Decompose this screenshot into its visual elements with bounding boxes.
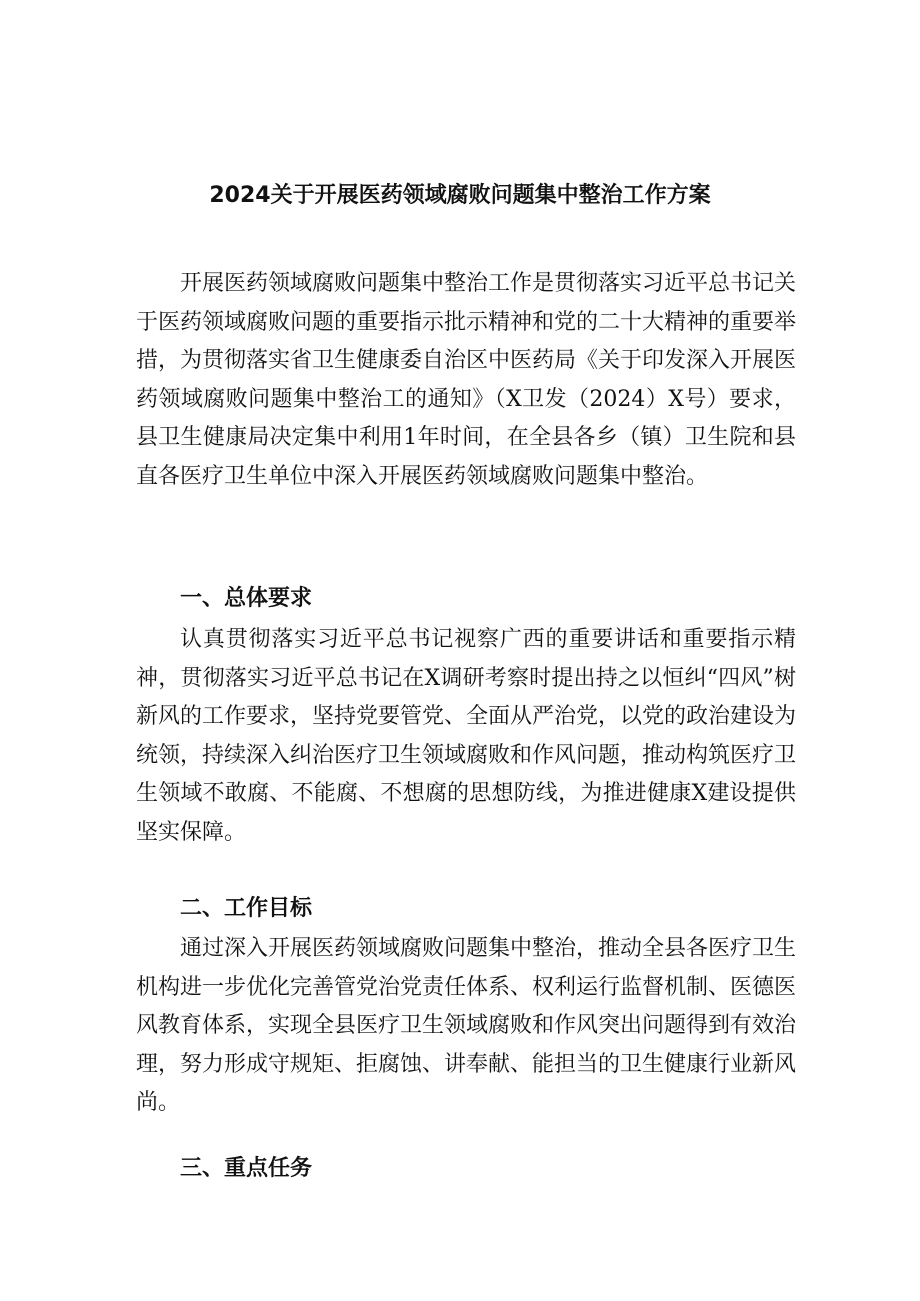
- section-heading-work-goals: 二、工作目标: [180, 896, 313, 921]
- section-heading-overall-requirements: 一、总体要求: [180, 586, 313, 611]
- document-title: 2024关于开展医药领域腐败问题集中整治工作方案: [209, 183, 711, 208]
- section-body-work-goals: 通过深入开展医药领域腐败问题集中整治，推动全县各医疗卫生机构进一步优化完善管党治党责任体系、权利运行监督机制、医德医风教育体系，实现全县医疗卫生领域腐败和作风突出问题得到有效治理，努力形成守规矩、拒腐蚀、讲奉献、能担当的卫生健康行业新风尚。: [136, 936, 797, 1115]
- intro-paragraph: 开展医药领域腐败问题集中整治工作是贯彻落实习近平总书记关于医药领域腐败问题的重要指示批示精神和党的二十大精神的重要举措，为贯彻落实省卫生健康委自治区中医药局《关于印发深入开展医药领域腐败问题集中整治工的通知》（X卫发（2024）X号）要求，县卫生健康局决定集中利用1年时间，在全县各乡（镇）卫生院和县直各医疗卫生单位中深入开展医药领域腐败问题集中整治。: [136, 271, 797, 489]
- section-heading-key-tasks: 三、重点任务: [180, 1156, 313, 1181]
- section-body-overall-requirements: 认真贯彻落实习近平总书记视察广西的重要讲话和重要指示精神，贯彻落实习近平总书记在X调研考察时提出持之以恒纠“四风”树新风的工作要求，坚持党要管党、全面从严治党，以党的政治建设为统领，持续深入纠治医疗卫生领域腐败和作风问题，推动构筑医疗卫生领域不敢腐、不能腐、不想腐的思想防线，为推进健康X建设提供坚实保障。: [136, 627, 797, 845]
